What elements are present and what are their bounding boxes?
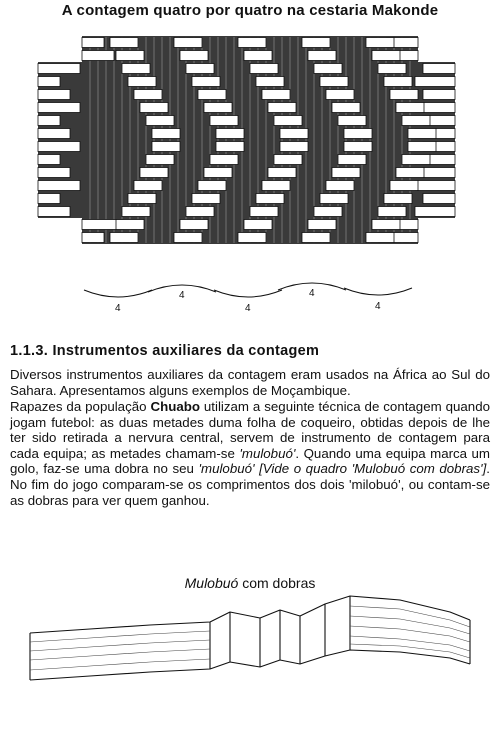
paragraph-text: . Quando uma equipa marca um golo, faz-se uma dobra no seu [10, 445, 490, 477]
strip-top-edge [30, 596, 470, 633]
count-label: 4 [115, 303, 121, 314]
mulobuo-term: 'mulobuó' [239, 445, 296, 461]
strip-bottom-edge [30, 650, 470, 680]
figure-title: A contagem quatro por quatro na cestaria Makonde [61, 2, 439, 19]
chuabo-term: Chuabo [150, 399, 200, 414]
section-title: Instrumentos auxiliares da contagem [52, 343, 320, 359]
count-label: 4 [245, 303, 251, 314]
figure2-title-italic: Mulobuó [184, 575, 239, 591]
section-number: 1.1.3. [10, 343, 49, 359]
figure2-title-rest: com dobras [238, 575, 316, 591]
paragraph-text: utilizam a seguinte técnica de contagem quando jogam futebol: as duas metades duma folha de coqueiro, obtidas depois de lhe ter sido retirada a nervura central, servem de instrumento de contagem para cada equipa; as metades chamam-se [10, 399, 490, 461]
count-label: 4 [309, 288, 315, 299]
count-label: 4 [375, 301, 381, 312]
count-label: 4 [179, 290, 185, 301]
intro-paragraph: Diversos instrumentos auxiliares da contagem eram usados na África ao Sul do Sahara. Apresentamos alguns exemplos de Moçambique. [10, 367, 490, 398]
figure-reference: 'mulobuó' [Vide o quadro 'Mulobuó com dobras'] [198, 461, 487, 477]
paragraph-text: . No fim do jogo comparam-se os comprimentos dos dois 'milobuó', ou contam-se as dobras para ver quem ganhou. [10, 461, 490, 508]
paragraph-text: Rapazes da população [10, 399, 151, 414]
